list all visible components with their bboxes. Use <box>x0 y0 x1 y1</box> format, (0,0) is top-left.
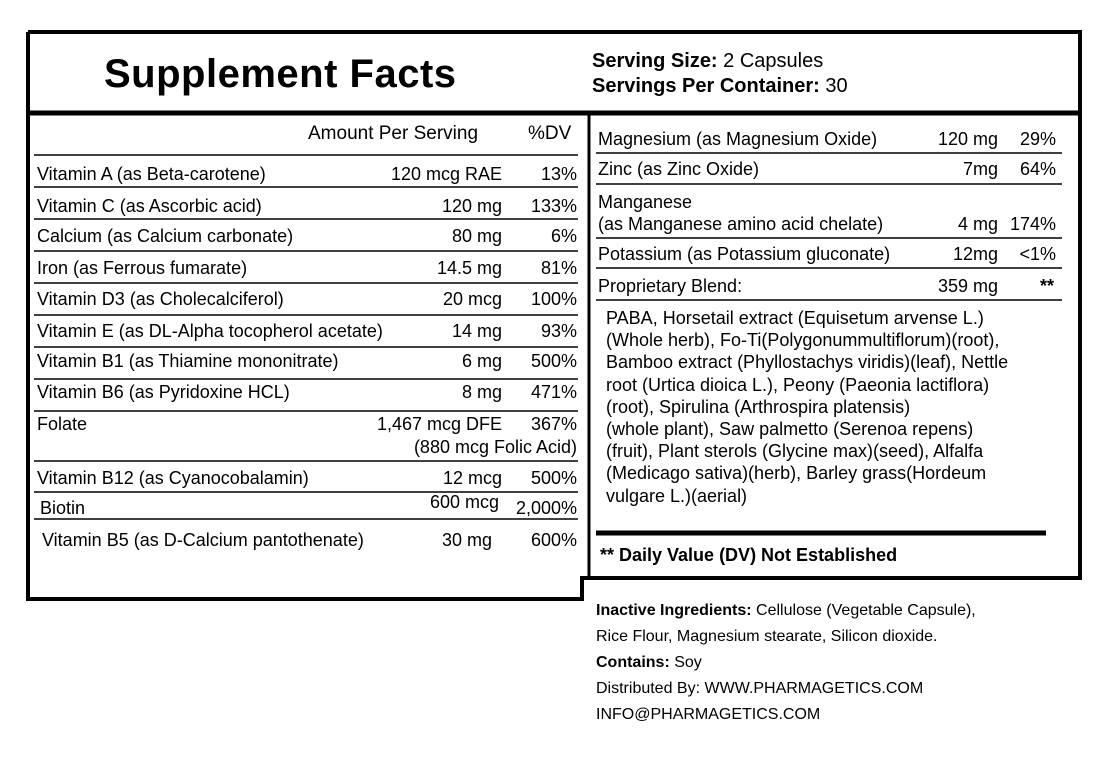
dv-header: %DV <box>528 123 572 144</box>
distributed-by: Distributed By: WWW.PHARMAGETICS.COM <box>596 680 924 697</box>
nutrient-name: Zinc (as Zinc Oxide) <box>598 159 760 179</box>
nutrient-name: Potassium (as Potassium gluconate) <box>598 244 891 264</box>
nutrient-amount: 7mg <box>962 159 998 179</box>
inactive-ingredients <box>596 598 976 624</box>
nutrient-name: Vitamin B12 (as Cyanocobalamin) <box>37 468 309 488</box>
nutrient-amount: 14 mg <box>451 321 502 341</box>
nutrient-amount: 80 mg <box>451 226 502 246</box>
nutrient-dv: 367% <box>530 414 577 434</box>
serving-size <box>592 50 823 73</box>
nutrient-name: Vitamin B6 (as Pyridoxine HCL) <box>37 382 290 402</box>
contact-email: INFO@PHARMAGETICS.COM <box>596 706 821 723</box>
daily-value-note: ** Daily Value (DV) Not Established <box>600 545 898 565</box>
nutrient-name: Vitamin C (as Ascorbic acid) <box>37 196 262 216</box>
nutrient-amount: 12mg <box>952 244 998 264</box>
blend-line: vulgare L.)(aerial) <box>606 485 748 506</box>
nutrient-name: Iron (as Ferrous fumarate) <box>37 258 248 278</box>
nutrient-dv: 93% <box>540 321 577 341</box>
blend-line: (root), Spirulina (Arthrospira platensis) <box>606 396 911 417</box>
nutrient-name: Vitamin B1 (as Thiamine mononitrate) <box>37 351 339 371</box>
nutrient-amount: 30 mg <box>441 530 492 550</box>
servings-per-container <box>592 75 848 98</box>
nutrient-name: Vitamin B5 (as D-Calcium pantothenate) <box>42 530 364 550</box>
blend-line: Bamboo extract (Phyllostachys viridis)(leaf), Nettle <box>606 352 1009 373</box>
additional-info <box>596 598 976 728</box>
nutrient-name-detail: (as Manganese amino acid chelate) <box>598 214 884 234</box>
proprietary-blend-ingredients <box>606 307 1066 507</box>
nutrient-amount: 20 mcg <box>442 289 502 309</box>
blend-line: (fruit), Plant sterols (Glycine max)(seed), Alfalfa <box>606 441 984 462</box>
nutrient-dv: 500% <box>530 468 577 488</box>
nutrient-amount: 14.5 mg <box>436 258 502 278</box>
nutrient-amount: 6 mg <box>461 351 502 371</box>
servings-per-container-label: Servings Per Container: <box>592 75 820 97</box>
nutrient-name: Calcium (as Calcium carbonate) <box>37 226 294 246</box>
nutrient-dv: 500% <box>530 351 577 371</box>
nutrient-amount: 1,467 mcg DFE <box>376 414 502 434</box>
nutrient-name: Vitamin E (as DL-Alpha tocopherol acetate) <box>37 321 383 341</box>
inactive-ingredients-label: Inactive Ingredients: <box>596 602 752 619</box>
serving-size-value: 2 Capsules <box>723 50 824 72</box>
nutrient-name: Folate <box>37 414 88 434</box>
nutrient-amount: 120 mg <box>937 129 998 149</box>
nutrient-dv: 174% <box>1009 214 1056 234</box>
nutrient-amount: 120 mg <box>441 196 502 216</box>
nutrient-dv: 29% <box>1019 129 1056 149</box>
nutrient-dv: 81% <box>540 258 577 278</box>
nutrient-dv: 600% <box>530 530 577 550</box>
nutrient-dv: 13% <box>540 164 577 184</box>
blend-line: (Whole herb), Fo-Ti(Polygonummultiflorum)(root), <box>606 330 1000 351</box>
contains-label: Contains: <box>596 654 670 671</box>
nutrient-name: Biotin <box>40 498 86 518</box>
serving-size-label: Serving Size: <box>592 50 718 72</box>
inactive-ingredients-value: Cellulose (Vegetable Capsule), <box>756 602 976 619</box>
blend-line: PABA, Horsetail extract (Equisetum arvense L.) <box>606 308 984 328</box>
nutrient-name: Manganese <box>598 192 693 212</box>
nutrient-dv: 64% <box>1019 159 1056 179</box>
nutrient-sub-amount: (880 mcg Folic Acid) <box>413 437 577 457</box>
nutrient-name: Vitamin D3 (as Cholecalciferol) <box>37 289 284 309</box>
amount-per-serving-header: Amount Per Serving <box>308 123 479 144</box>
nutrient-dv: 6% <box>550 226 577 246</box>
blend-line: root (Urtica dioica L.), Peony (Paeonia lactiflora) <box>606 374 990 395</box>
inactive-ingredients-continued: Rice Flour, Magnesium stearate, Silicon dioxide. <box>596 628 938 645</box>
nutrient-dv: <1% <box>1019 244 1056 264</box>
blend-line: (whole plant), Saw palmetto (Serenoa repens) <box>606 419 974 440</box>
contains-value: Soy <box>674 654 702 671</box>
nutrient-dv: 2,000% <box>515 498 577 518</box>
panel-title: Supplement Facts <box>104 52 457 96</box>
nutrient-name: Proprietary Blend: <box>598 276 743 296</box>
nutrient-amount: 120 mcg RAE <box>390 164 502 184</box>
nutrient-dv: 133% <box>530 196 577 216</box>
servings-per-container-value: 30 <box>825 75 848 97</box>
contains <box>596 650 976 676</box>
nutrient-name: Vitamin A (as Beta-carotene) <box>37 164 266 184</box>
nutrient-amount: 600 mcg <box>429 492 499 512</box>
nutrient-dv: 471% <box>530 382 577 402</box>
nutrient-name: Magnesium (as Magnesium Oxide) <box>598 129 878 149</box>
nutrient-amount: 4 mg <box>957 214 998 234</box>
nutrient-amount: 12 mcg <box>442 468 502 488</box>
blend-line: (Medicago sativa)(herb), Barley grass(Hordeum <box>606 463 987 484</box>
nutrient-amount: 359 mg <box>937 276 998 296</box>
nutrient-dv: 100% <box>530 289 577 309</box>
nutrient-amount: 8 mg <box>461 382 502 402</box>
nutrient-dv: ** <box>1039 276 1054 296</box>
